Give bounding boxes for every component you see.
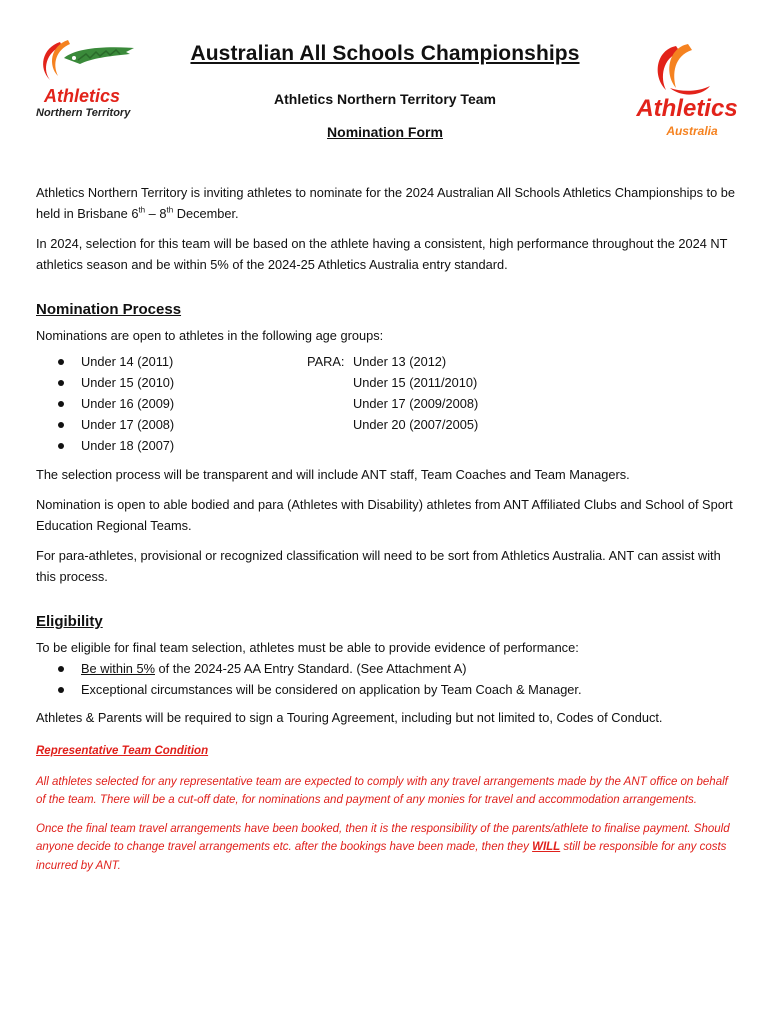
intro-paragraph-1: Athletics Northern Territory is inviting athletes to nominate for the 2024 Australian All Schools Athletics Championships to be held in Brisbane 6th – 8th December. <box>36 185 735 221</box>
bullet-icon <box>58 666 64 672</box>
eligibility-heading: Eligibility <box>36 613 103 630</box>
age-groups <box>36 351 736 458</box>
bullet-icon <box>58 422 64 428</box>
logo-nt-line1: Athletics <box>44 86 121 106</box>
list-item: Under 20 (2007/2005) <box>353 417 479 432</box>
logo-aa-line1: Athletics <box>636 95 738 122</box>
para-athlete-paragraph: For para-athletes, provisional or recognized classification will need to be sort from Athletics Australia. ANT can assist with this process. <box>36 548 721 584</box>
open-paragraph: Nomination is open to able bodied and para (Athletes with Disability) athletes from ANT Affiliated Clubs and School of Sport Education Regional Teams. <box>36 497 733 533</box>
list-item: Under 16 (2009) <box>36 393 174 414</box>
condition-heading: Representative Team Condition <box>36 745 209 757</box>
list-item: Under 18 (2007) <box>36 435 174 456</box>
eligibility-intro: To be eligible for final team selection, athletes must be able to provide evidence of performance: <box>36 640 579 655</box>
list-item: Be within 5% of the 2024-25 AA Entry Standard. (See Attachment A) <box>36 658 736 679</box>
bullet-icon <box>58 443 64 449</box>
nomination-intro: Nominations are open to athletes in the following age groups: <box>36 328 384 343</box>
list-item: PARA: Under 13 (2012) <box>307 351 478 372</box>
team-subtitle: Athletics Northern Territory Team <box>274 91 496 107</box>
bullet-icon <box>58 359 64 365</box>
bullet-icon <box>58 401 64 407</box>
logo-aa-line2: Australia <box>666 124 718 138</box>
page-title: Australian All Schools Championships <box>190 42 580 65</box>
condition-paragraph-2: Once the final team travel arrangements have been booked, then it is the responsibility of the parents/athlete to finalise payment. Should anyone decide to change travel arrangements etc. after the bookings have been made, then they WILL still be responsible for any costs incurred by ANT. <box>36 822 730 872</box>
bullet-icon <box>58 687 64 693</box>
nomination-heading: Nomination Process <box>36 301 182 318</box>
list-item: Under 17 (2009/2008) <box>353 396 479 411</box>
eligibility-list <box>36 658 736 700</box>
intro-paragraph-2: In 2024, selection for this team will be based on the athlete having a consistent, high performance throughout the 2024 NT athletics season and be within 5% of the 2024-25 Athletics Australia entry standard. <box>36 236 728 272</box>
logo-nt-line2: Northern Territory <box>36 107 131 119</box>
para-label: PARA: <box>307 354 345 369</box>
document-body <box>36 182 736 885</box>
agreement-paragraph: Athletes & Parents will be required to sign a Touring Agreement, including but not limited to, Codes of Conduct. <box>36 710 663 725</box>
selection-paragraph: The selection process will be transparent and will include ANT staff, Team Coaches and Team Managers. <box>36 467 630 482</box>
bullet-icon <box>58 380 64 386</box>
list-item: Exceptional circumstances will be considered on application by Team Coach & Manager. <box>36 679 736 700</box>
form-title: Nomination Form <box>327 124 443 140</box>
list-item: Under 15 (2010) <box>36 372 174 393</box>
age-group-list <box>36 351 174 456</box>
list-item: Under 15 (2011/2010) <box>353 375 478 390</box>
list-item: Under 14 (2011) <box>36 351 174 372</box>
para-group-list <box>307 351 478 435</box>
list-item: Under 17 (2008) <box>36 414 174 435</box>
condition-paragraph-1: All athletes selected for any representative team are expected to comply with any travel arrangements made by the ANT office on behalf of the team. There will be a cut-off date, for nominations and payment of any monies for travel and accommodation arrangements. <box>36 775 728 806</box>
